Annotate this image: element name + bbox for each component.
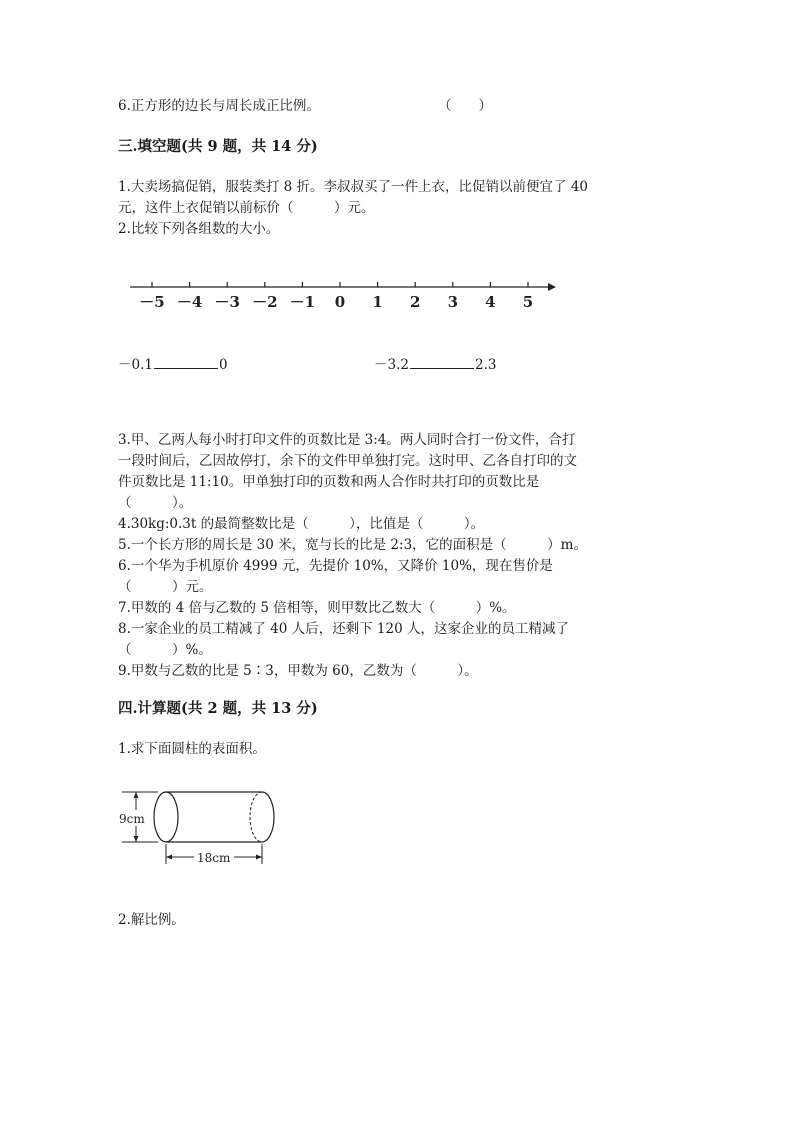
cylinder-left-face (154, 792, 178, 842)
question-line: 7.甲数的 4 倍与乙数的 5 倍相等，则甲数比乙数大（ ）%。 (118, 600, 516, 616)
compare-answer-blank[interactable] (410, 355, 474, 369)
question-line: （ ）%。 (118, 642, 212, 658)
compare-left-value: －0.1 (118, 357, 153, 373)
compare-answer-blank[interactable] (154, 355, 218, 369)
number-line-arrow (548, 283, 556, 291)
section-3-heading: 三.填空题(共 9 题，共 14 分) (118, 138, 318, 155)
section-4-heading: 四.计算题(共 2 题，共 13 分) (118, 700, 318, 717)
number-line-label: 4 (485, 293, 496, 311)
question-line: 3.甲、乙两人每小时打印文件的页数比是 3:4。两人同时合打一份文件，合打 (118, 432, 576, 448)
compare-item-2 (374, 355, 496, 375)
question-line: （ ）。 (118, 495, 193, 511)
question-line: 2.比较下列各组数的大小。 (118, 221, 280, 237)
answer-parentheses: （ ） (438, 98, 492, 114)
number-line-label: －4 (176, 293, 203, 311)
number-line-label: 2 (409, 293, 421, 311)
number-line-label: －5 (139, 293, 165, 311)
cylinder-diagram (118, 780, 288, 875)
compare-item-1 (118, 355, 228, 375)
number-line-label: 1 (372, 293, 383, 311)
height-arrow-up (134, 792, 139, 798)
height-label: 9cm (119, 812, 145, 826)
question-line: 5.一个长方形的周长是 30 米，宽与长的比是 2:3，它的面积是（ ）m。 (118, 537, 587, 553)
cylinder-right-front-arc (262, 792, 274, 842)
compare-left-value: －3.2 (374, 357, 409, 373)
question-line: 9.甲数与乙数的比是 5∶3，甲数为 60，乙数为（ ）。 (118, 663, 478, 679)
question-line: 1.大卖场搞促销，服装类打 8 折。李叔叔买了一件上衣，比促销以前便宜了 40 (118, 179, 589, 195)
number-line-label: －1 (289, 293, 316, 311)
number-line-label: 3 (447, 293, 459, 311)
question-line: 一段时间后，乙因故停打，余下的文件甲单独打完。这时甲、乙各自打印的文 (118, 453, 577, 469)
cylinder-right-hidden-arc (250, 792, 262, 842)
question-line: 4.30kg:0.3t 的最简整数比是（ ），比值是（ ）。 (118, 516, 485, 532)
judge-question-6 (118, 96, 492, 116)
compare-right-value: 2.3 (474, 357, 497, 373)
question-line: （ ）元。 (118, 579, 213, 595)
judge-question-text: 6.正方形的边长与周长成正比例。 (118, 98, 320, 114)
length-arrow-right (256, 855, 262, 860)
number-line (118, 270, 568, 320)
question-line: 件页数比是 11:10。甲单独打印的页数和两人合作时共打印的页数比是 (118, 474, 540, 490)
question-line: 元，这件上衣促销以前标价（ ）元。 (118, 200, 375, 216)
compare-right-value: 0 (218, 357, 228, 373)
height-arrow-down (134, 836, 139, 842)
calc-question-1: 1.求下面圆柱的表面积。 (118, 741, 266, 757)
question-line: 6.一个华为手机原价 4999 元，先提价 10%，又降价 10%，现在售价是 (118, 558, 553, 574)
length-arrow-left (166, 855, 172, 860)
length-label: 18cm (197, 851, 231, 865)
number-line-label: 0 (334, 293, 346, 311)
number-line-label: －2 (252, 293, 278, 311)
calc-question-2: 2.解比例。 (118, 912, 185, 928)
question-line: 8.一家企业的员工精减了 40 人后，还剩下 120 人，这家企业的员工精减了 (118, 621, 569, 637)
number-line-label: 5 (522, 293, 534, 311)
number-line-label: －3 (214, 293, 240, 311)
